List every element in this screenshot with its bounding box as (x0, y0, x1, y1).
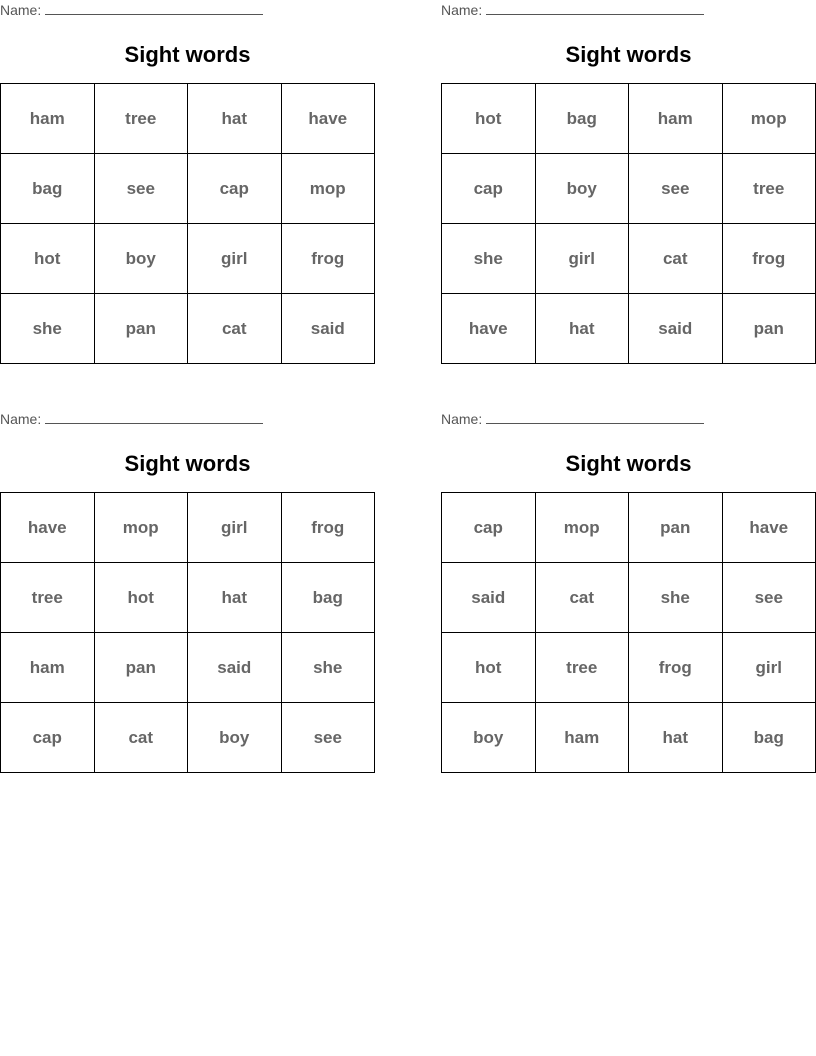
word-cell: tree (722, 154, 816, 224)
word-cell: said (442, 563, 536, 633)
word-cell: tree (535, 633, 629, 703)
word-cell: see (281, 703, 375, 773)
word-cell: said (281, 294, 375, 364)
word-cell: said (629, 294, 723, 364)
word-cell: boy (188, 703, 282, 773)
word-cell: mop (94, 493, 188, 563)
word-grid (441, 492, 816, 773)
word-grid (0, 492, 375, 773)
word-cell: pan (94, 633, 188, 703)
word-cell: cat (535, 563, 629, 633)
word-grid (0, 83, 375, 364)
name-label: Name: (441, 2, 483, 18)
word-cell: hat (188, 563, 282, 633)
word-cell: see (629, 154, 723, 224)
word-cell: have (722, 493, 816, 563)
name-label: Name: (0, 411, 42, 427)
word-cell: she (629, 563, 723, 633)
word-cell: cap (1, 703, 95, 773)
word-cell: mop (281, 154, 375, 224)
word-cell: pan (629, 493, 723, 563)
word-cell: hat (629, 703, 723, 773)
grid-row (1, 84, 375, 154)
word-cell: ham (535, 703, 629, 773)
name-field[interactable] (441, 411, 704, 427)
grid-row (1, 224, 375, 294)
word-cell: girl (188, 224, 282, 294)
word-cell: cat (188, 294, 282, 364)
word-cell: she (442, 224, 536, 294)
word-cell: hot (442, 633, 536, 703)
word-cell: have (1, 493, 95, 563)
word-cell: pan (94, 294, 188, 364)
word-grid (441, 83, 816, 364)
grid-row (442, 294, 816, 364)
word-cell: boy (442, 703, 536, 773)
card-title: Sight words (124, 451, 251, 476)
name-underline[interactable] (486, 2, 704, 15)
word-cell: said (188, 633, 282, 703)
grid-row (442, 84, 816, 154)
card-title: Sight words (565, 42, 692, 67)
grid-row (442, 703, 816, 773)
card-title: Sight words (565, 451, 692, 476)
word-cell: girl (188, 493, 282, 563)
word-cell: tree (1, 563, 95, 633)
name-label: Name: (441, 411, 483, 427)
word-cell: frog (281, 493, 375, 563)
word-cell: see (722, 563, 816, 633)
word-cell: hat (188, 84, 282, 154)
word-cell: ham (1, 84, 95, 154)
name-label: Name: (0, 2, 42, 18)
word-cell: girl (722, 633, 816, 703)
grid-row (1, 703, 375, 773)
word-cell: cap (442, 493, 536, 563)
card-title: Sight words (124, 42, 251, 67)
word-cell: bag (535, 84, 629, 154)
grid-row (1, 563, 375, 633)
word-cell: mop (535, 493, 629, 563)
word-cell: cap (188, 154, 282, 224)
grid-row (442, 633, 816, 703)
word-cell: have (442, 294, 536, 364)
word-cell: ham (629, 84, 723, 154)
word-cell: hot (442, 84, 536, 154)
name-underline[interactable] (45, 411, 263, 424)
word-cell: pan (722, 294, 816, 364)
name-field[interactable] (0, 411, 263, 427)
name-underline[interactable] (45, 2, 263, 15)
word-cell: frog (281, 224, 375, 294)
grid-row (442, 493, 816, 563)
word-cell: have (281, 84, 375, 154)
word-cell: hot (1, 224, 95, 294)
word-cell: bag (722, 703, 816, 773)
word-cell: bag (281, 563, 375, 633)
grid-row (1, 633, 375, 703)
word-cell: frog (722, 224, 816, 294)
grid-row (1, 294, 375, 364)
word-cell: frog (629, 633, 723, 703)
word-cell: she (281, 633, 375, 703)
name-field[interactable] (0, 2, 263, 18)
word-cell: tree (94, 84, 188, 154)
grid-row (442, 154, 816, 224)
word-cell: cat (629, 224, 723, 294)
word-cell: hot (94, 563, 188, 633)
word-cell: boy (94, 224, 188, 294)
word-cell: bag (1, 154, 95, 224)
name-field[interactable] (441, 2, 704, 18)
word-cell: girl (535, 224, 629, 294)
word-cell: hat (535, 294, 629, 364)
grid-row (442, 563, 816, 633)
grid-row (1, 493, 375, 563)
name-underline[interactable] (486, 411, 704, 424)
word-cell: mop (722, 84, 816, 154)
word-cell: cap (442, 154, 536, 224)
word-cell: she (1, 294, 95, 364)
word-cell: see (94, 154, 188, 224)
word-cell: ham (1, 633, 95, 703)
grid-row (442, 224, 816, 294)
word-cell: boy (535, 154, 629, 224)
word-cell: cat (94, 703, 188, 773)
grid-row (1, 154, 375, 224)
